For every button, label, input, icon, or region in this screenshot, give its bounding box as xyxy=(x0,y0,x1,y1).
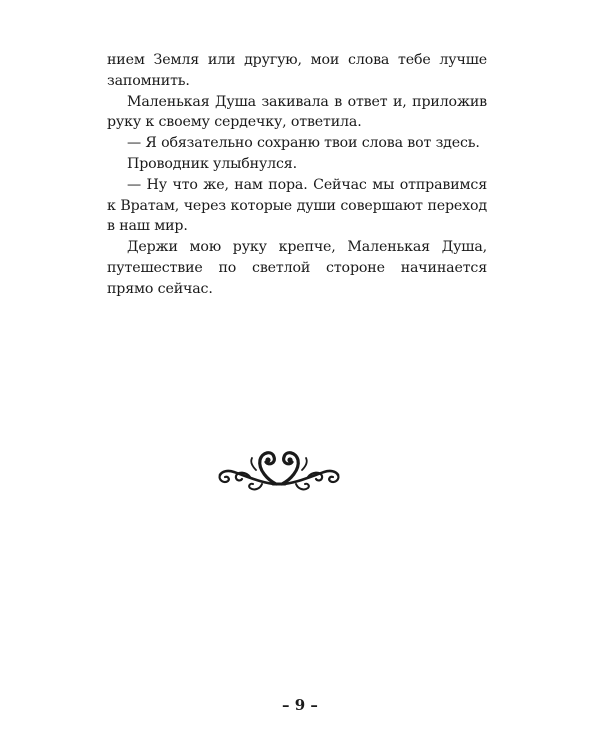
paragraph-4: Проводник улыбнулся. xyxy=(127,155,297,172)
paragraph-1: нием Земля или другую, мои слова тебе лучше запомнить. xyxy=(107,52,487,89)
flourish-ornament-icon xyxy=(216,440,342,500)
paragraph-5: — Ну что же, нам пора. Сейчас мы отправимся к Вратам, через которые души совершают переход в наш мир. xyxy=(107,176,487,235)
paragraph-3: — Я обязательно сохраню твои слова вот здесь. xyxy=(127,135,480,152)
paragraph-6: Держи мою руку крепче, Маленькая Душа, путешествие по светлой стороне начинается прямо сейчас. xyxy=(107,239,487,297)
paragraph-2: Маленькая Душа закивала в ответ и, приложив руку к своему сердечку, ответила. xyxy=(107,93,487,131)
page-number: – 9 – xyxy=(282,696,318,714)
body-text xyxy=(107,50,487,300)
